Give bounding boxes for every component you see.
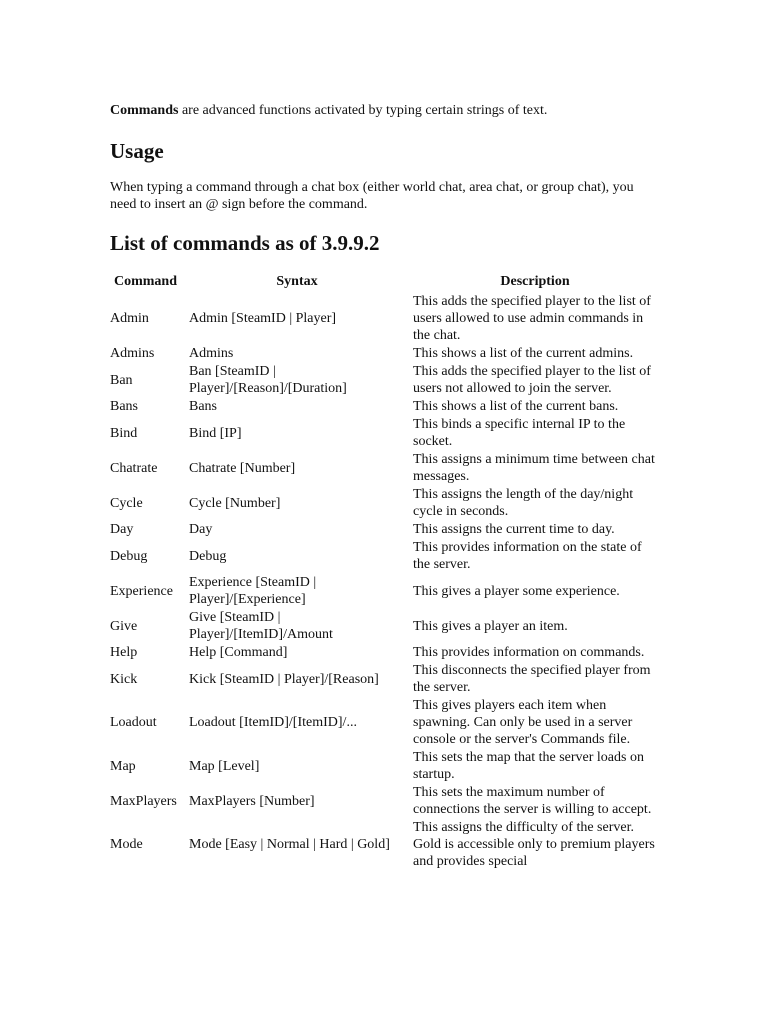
syntax-cell: Cycle [Number]: [189, 495, 281, 511]
description-cell: This assigns the difficulty of the server. Gold is accessible only to premium players and provides special: [413, 820, 655, 869]
description-cell: This disconnects the specified player from the server.: [413, 663, 651, 695]
table-row: [106, 574, 661, 609]
command-cell: Debug: [110, 548, 148, 564]
command-cell: MaxPlayers: [110, 793, 177, 809]
table-row: [106, 697, 661, 749]
syntax-cell: Admin [SteamID | Player]: [189, 311, 337, 326]
command-cell: Give: [110, 618, 138, 634]
syntax-cell: Debug: [189, 548, 227, 564]
table-row: [106, 521, 661, 539]
command-cell: Loadout: [110, 715, 157, 730]
intro-text: are advanced functions activated by typing certain strings of text.: [178, 103, 548, 118]
syntax-cell: Loadout [ItemID]/[ItemID]/...: [189, 715, 357, 730]
header-description: Description: [500, 274, 570, 289]
table-row: [106, 293, 661, 345]
table-row: [106, 662, 661, 697]
syntax-cell: Map [Level]: [189, 758, 260, 774]
description-cell: This shows a list of the current admins.: [413, 346, 634, 361]
table-row: [106, 486, 661, 521]
description-cell: This gives a player an item.: [413, 618, 568, 634]
usage-heading: Usage: [110, 139, 164, 163]
table-header-row: [106, 271, 661, 293]
syntax-cell: Admins: [189, 346, 234, 361]
description-cell: This gives players each item when spawning. Can only be used in a server console or the server's Commands file.: [413, 698, 633, 747]
description-cell: This provides information on the state of the server.: [413, 540, 642, 572]
syntax-cell: Help [Command]: [189, 645, 288, 660]
description-cell: This assigns the length of the day/night cycle in seconds.: [413, 487, 634, 519]
description-cell: This provides information on commands.: [413, 645, 645, 660]
usage-paragraph: When typing a command through a chat box (either world chat, area chat, or group chat), you need to insert an @ sign before the command.: [110, 180, 634, 212]
command-cell: Admins: [110, 346, 155, 361]
table-row: [106, 784, 661, 819]
table-row: [106, 819, 661, 871]
table-row: [106, 451, 661, 486]
intro-bold-term: Commands: [110, 103, 179, 118]
table-row: [106, 644, 661, 662]
description-cell: This binds a specific internal IP to the socket.: [413, 417, 626, 449]
header-syntax: Syntax: [276, 274, 318, 289]
description-cell: This assigns a minimum time between chat messages.: [413, 452, 655, 484]
syntax-cell: Bind [IP]: [189, 425, 242, 441]
syntax-cell: Day: [189, 522, 213, 537]
command-cell: Map: [110, 758, 136, 774]
syntax-cell: Chatrate [Number]: [189, 460, 296, 476]
description-cell: This adds the specified player to the list of users allowed to use admin commands in the chat.: [413, 294, 651, 343]
command-cell: Mode: [110, 837, 143, 852]
command-cell: Help: [110, 645, 138, 660]
command-cell: Experience: [110, 583, 173, 599]
syntax-cell: Give [SteamID | Player]/[ItemID]/Amount: [189, 610, 333, 642]
description-cell: This sets the maximum number of connections the server is willing to accept.: [413, 785, 652, 817]
description-cell: This adds the specified player to the list of users not allowed to join the server.: [413, 364, 651, 396]
command-cell: Admin: [110, 311, 149, 326]
syntax-cell: MaxPlayers [Number]: [189, 793, 315, 809]
table-row: [106, 749, 661, 784]
commands-list-heading: List of commands as of 3.9.9.2: [110, 231, 380, 255]
description-cell: This assigns the current time to day.: [413, 522, 615, 537]
table-body: [106, 293, 661, 871]
command-cell: Bind: [110, 425, 138, 441]
header-command: Command: [113, 274, 177, 289]
table-row: [106, 416, 661, 451]
intro-paragraph: [110, 102, 547, 120]
command-cell: Kick: [110, 671, 138, 687]
table-row: [106, 539, 661, 574]
command-cell: Bans: [110, 399, 138, 414]
syntax-cell: Experience [SteamID | Player]/[Experience]: [189, 575, 317, 607]
table-row: [106, 345, 661, 363]
commands-table: [106, 271, 661, 871]
table-row: [106, 363, 661, 398]
table-row: [106, 398, 661, 416]
syntax-cell: Kick [SteamID | Player]/[Reason]: [189, 671, 379, 687]
syntax-cell: Bans: [189, 399, 217, 414]
table-row: [106, 609, 661, 644]
command-cell: Cycle: [110, 495, 143, 511]
description-cell: This gives a player some experience.: [413, 583, 620, 599]
description-cell: This shows a list of the current bans.: [413, 399, 619, 414]
command-cell: Day: [110, 522, 134, 537]
syntax-cell: Ban [SteamID | Player]/[Reason]/[Duration]: [189, 364, 347, 396]
description-cell: This sets the map that the server loads on startup.: [413, 750, 644, 782]
syntax-cell: Mode [Easy | Normal | Hard | Gold]: [189, 837, 390, 852]
command-cell: Ban: [110, 372, 133, 388]
command-cell: Chatrate: [110, 460, 158, 476]
